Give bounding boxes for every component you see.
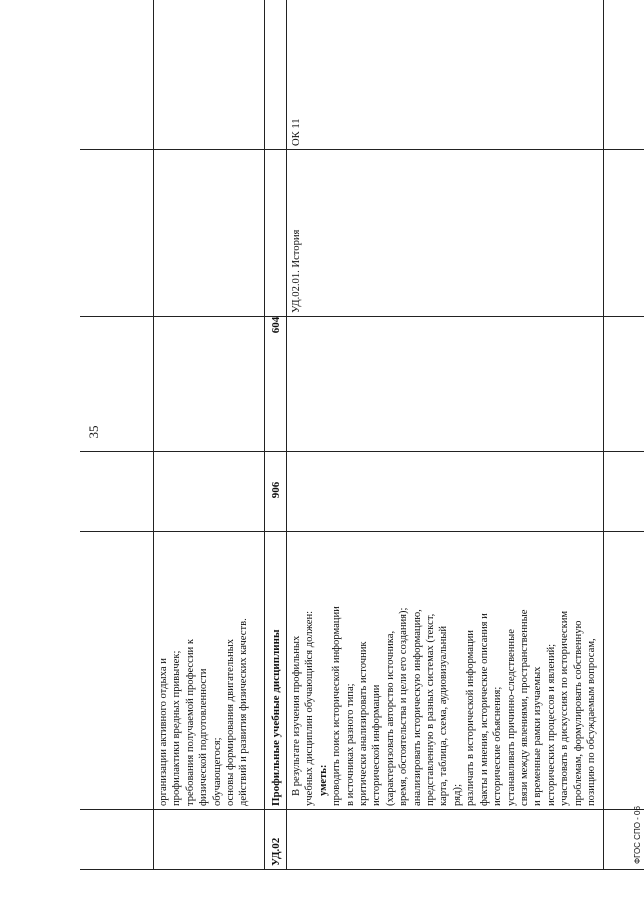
description-line: физической подготовленности bbox=[198, 668, 210, 806]
skill-line: В результате изучения профильных bbox=[291, 635, 302, 796]
table-rule bbox=[286, 0, 287, 870]
competence-code: ОК 11 bbox=[291, 118, 302, 146]
document-footer: ФГОС СПО - 06 bbox=[633, 806, 642, 864]
table-rule bbox=[80, 869, 644, 870]
table-rule bbox=[80, 809, 644, 810]
skill-line: различать в исторической информации bbox=[465, 630, 477, 806]
history-skills bbox=[290, 536, 598, 806]
skill-line: время, обстоятельства и цели его создания); bbox=[398, 607, 410, 806]
skill-line: ряд); bbox=[451, 783, 463, 806]
table-rule bbox=[80, 149, 644, 150]
table-rule bbox=[153, 0, 154, 870]
table-rule bbox=[264, 0, 265, 870]
skill-line: устанавливать причинно-следственные bbox=[505, 629, 517, 806]
table-rule bbox=[80, 451, 644, 452]
skill-line: связи между явлениями, пространственные bbox=[518, 609, 530, 806]
skill-line: учебных дисциплин обучающийся должен: bbox=[304, 610, 316, 806]
discipline-name: УД.02.01. История bbox=[291, 229, 302, 313]
hours-max: 906 bbox=[270, 481, 282, 499]
skill-line: и временные рамки изучаемых bbox=[532, 666, 544, 806]
description-line: обучающегося; bbox=[211, 737, 223, 806]
skill-line: критически анализировать источник bbox=[358, 641, 370, 806]
table-rule bbox=[80, 316, 644, 317]
description-line: профилактики вредных привычек; bbox=[171, 650, 183, 806]
skill-line: анализировать историческую информацию, bbox=[411, 609, 423, 806]
table-rule bbox=[603, 0, 604, 870]
skill-line: карта, таблица, схема, аудиовизуальный bbox=[438, 625, 450, 806]
skill-line: факты и мнения, исторические описания и bbox=[478, 613, 490, 806]
description-line: организации активного отдыха и bbox=[158, 658, 169, 806]
description-line: требования получаемой профессии к bbox=[184, 639, 196, 806]
skill-line: проблемам, формулировать собственную bbox=[572, 620, 584, 806]
skill-line: уметь: bbox=[317, 764, 329, 796]
skill-line: в источниках разного типа; bbox=[344, 683, 356, 806]
skill-line: участвовать в дискуссиях по историческим bbox=[559, 610, 571, 806]
skill-line: исторические объяснения; bbox=[492, 686, 504, 806]
table-rule bbox=[80, 531, 644, 532]
skill-line: исторической информации bbox=[371, 684, 383, 806]
skill-line: (характеризовать авторство источника, bbox=[384, 630, 396, 806]
skill-line: проводить поиск исторической информации bbox=[331, 606, 343, 806]
description-line: основы формирования двигательных bbox=[225, 638, 237, 806]
skill-line: представленную в разных системах (текст, bbox=[425, 613, 437, 806]
description-line: действий и развития физических качеств. bbox=[238, 618, 250, 806]
discipline-group-title: Профильные учебные дисциплины bbox=[270, 629, 282, 806]
page-number: 35 bbox=[86, 425, 101, 439]
skill-line: исторических процессов и явлений; bbox=[545, 643, 557, 806]
discipline-code: УД.02 bbox=[270, 837, 282, 866]
skill-line: позицию по обсуждаемым вопросам, bbox=[585, 638, 597, 806]
continued-description bbox=[157, 536, 251, 806]
hours-required: 604 bbox=[270, 316, 282, 334]
rotated-page bbox=[80, 0, 644, 870]
